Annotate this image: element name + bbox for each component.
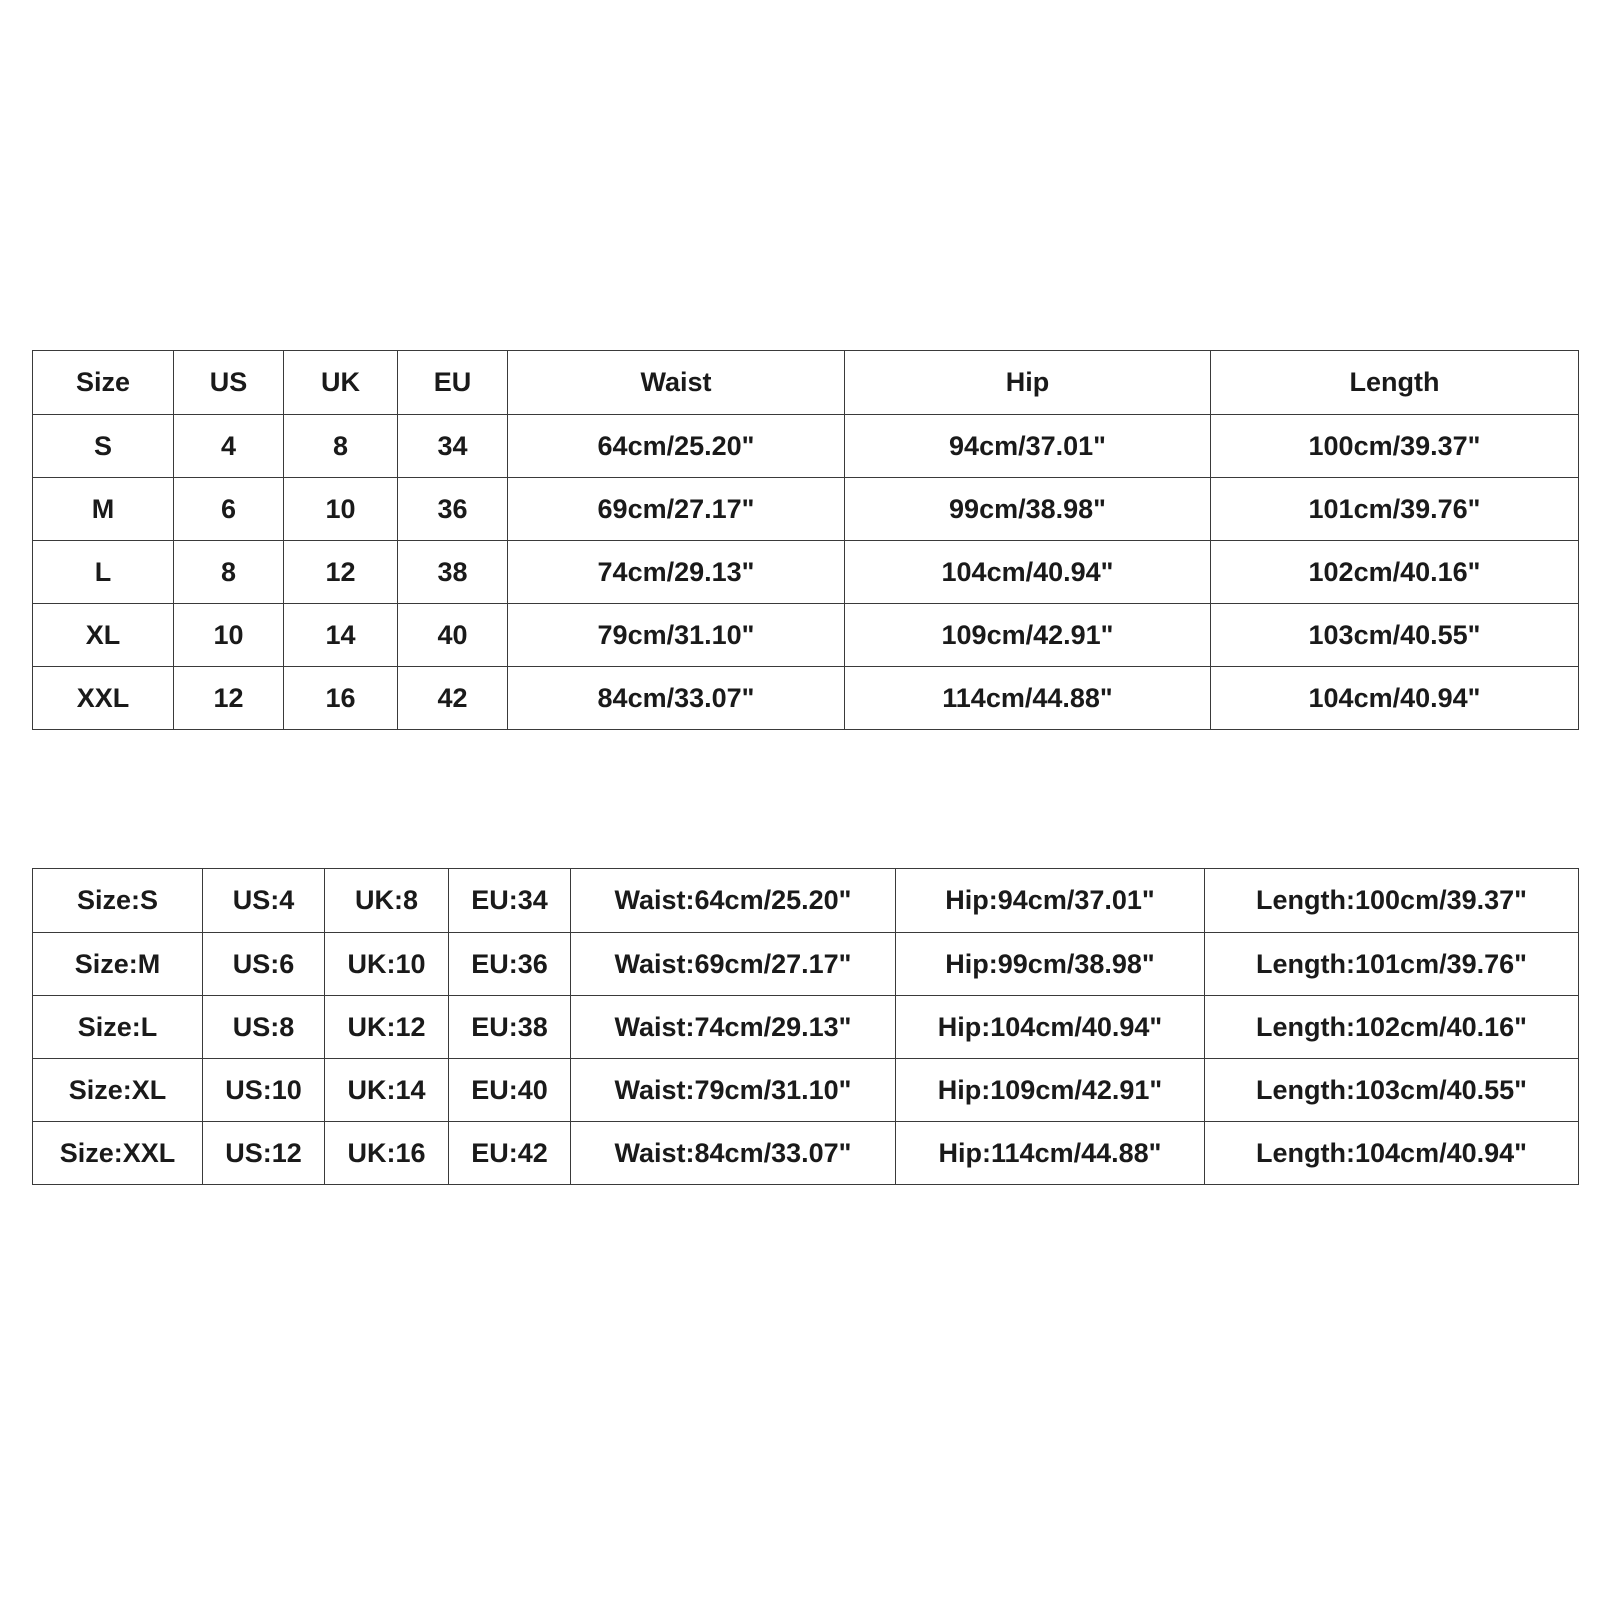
cell-length: Length:103cm/40.55" — [1205, 1059, 1579, 1122]
cell-hip: Hip:104cm/40.94" — [896, 996, 1205, 1059]
header-length: Length — [1211, 351, 1579, 415]
cell-waist: 84cm/33.07" — [508, 667, 845, 730]
size-chart-labeled-table — [32, 868, 1579, 1185]
cell-uk: UK:8 — [325, 869, 449, 933]
cell-waist: 69cm/27.17" — [508, 478, 845, 541]
cell-uk: UK:12 — [325, 996, 449, 1059]
header-uk: UK — [284, 351, 398, 415]
table-row — [33, 933, 1579, 996]
cell-eu: EU:40 — [449, 1059, 571, 1122]
table-row — [33, 1059, 1579, 1122]
cell-eu: 38 — [398, 541, 508, 604]
cell-eu: EU:38 — [449, 996, 571, 1059]
cell-hip: Hip:94cm/37.01" — [896, 869, 1205, 933]
cell-uk: UK:14 — [325, 1059, 449, 1122]
cell-length: 104cm/40.94" — [1211, 667, 1579, 730]
table-row — [33, 1122, 1579, 1185]
cell-hip: Hip:114cm/44.88" — [896, 1122, 1205, 1185]
header-eu: EU — [398, 351, 508, 415]
cell-size: XL — [33, 604, 174, 667]
table-row — [33, 415, 1579, 478]
cell-us: US:4 — [203, 869, 325, 933]
table-row — [33, 604, 1579, 667]
cell-eu: EU:34 — [449, 869, 571, 933]
cell-length: 102cm/40.16" — [1211, 541, 1579, 604]
table-row — [33, 869, 1579, 933]
cell-us: US:8 — [203, 996, 325, 1059]
cell-waist: 64cm/25.20" — [508, 415, 845, 478]
cell-uk: 10 — [284, 478, 398, 541]
table-row — [33, 667, 1579, 730]
size-chart-table — [32, 350, 1579, 730]
header-row — [33, 351, 1579, 415]
table-row — [33, 478, 1579, 541]
cell-us: 4 — [174, 415, 284, 478]
table-row — [33, 996, 1579, 1059]
cell-waist: 74cm/29.13" — [508, 541, 845, 604]
cell-us: 10 — [174, 604, 284, 667]
cell-size: M — [33, 478, 174, 541]
cell-uk: 14 — [284, 604, 398, 667]
cell-waist: Waist:84cm/33.07" — [571, 1122, 896, 1185]
header-us: US — [174, 351, 284, 415]
cell-us: US:6 — [203, 933, 325, 996]
cell-uk: 12 — [284, 541, 398, 604]
cell-waist: Waist:69cm/27.17" — [571, 933, 896, 996]
cell-length: Length:100cm/39.37" — [1205, 869, 1579, 933]
cell-hip: Hip:99cm/38.98" — [896, 933, 1205, 996]
cell-eu: EU:42 — [449, 1122, 571, 1185]
cell-waist: Waist:74cm/29.13" — [571, 996, 896, 1059]
cell-size: S — [33, 415, 174, 478]
cell-eu: 42 — [398, 667, 508, 730]
cell-length: 100cm/39.37" — [1211, 415, 1579, 478]
cell-us: 6 — [174, 478, 284, 541]
cell-size: Size:XL — [33, 1059, 203, 1122]
cell-us: US:10 — [203, 1059, 325, 1122]
cell-size: L — [33, 541, 174, 604]
cell-us: 12 — [174, 667, 284, 730]
cell-hip: 99cm/38.98" — [845, 478, 1211, 541]
cell-length: 103cm/40.55" — [1211, 604, 1579, 667]
cell-uk: UK:10 — [325, 933, 449, 996]
table-row — [33, 541, 1579, 604]
cell-waist: 79cm/31.10" — [508, 604, 845, 667]
cell-hip: 114cm/44.88" — [845, 667, 1211, 730]
cell-length: Length:104cm/40.94" — [1205, 1122, 1579, 1185]
cell-hip: Hip:109cm/42.91" — [896, 1059, 1205, 1122]
cell-uk: UK:16 — [325, 1122, 449, 1185]
cell-size: Size:XXL — [33, 1122, 203, 1185]
cell-length: 101cm/39.76" — [1211, 478, 1579, 541]
header-size: Size — [33, 351, 174, 415]
header-waist: Waist — [508, 351, 845, 415]
cell-hip: 94cm/37.01" — [845, 415, 1211, 478]
cell-size: Size:S — [33, 869, 203, 933]
cell-waist: Waist:64cm/25.20" — [571, 869, 896, 933]
cell-length: Length:102cm/40.16" — [1205, 996, 1579, 1059]
cell-length: Length:101cm/39.76" — [1205, 933, 1579, 996]
cell-size: Size:L — [33, 996, 203, 1059]
cell-uk: 8 — [284, 415, 398, 478]
cell-eu: EU:36 — [449, 933, 571, 996]
cell-size: Size:M — [33, 933, 203, 996]
cell-us: 8 — [174, 541, 284, 604]
cell-waist: Waist:79cm/31.10" — [571, 1059, 896, 1122]
cell-hip: 109cm/42.91" — [845, 604, 1211, 667]
cell-eu: 40 — [398, 604, 508, 667]
cell-us: US:12 — [203, 1122, 325, 1185]
cell-hip: 104cm/40.94" — [845, 541, 1211, 604]
header-hip: Hip — [845, 351, 1211, 415]
cell-eu: 34 — [398, 415, 508, 478]
cell-eu: 36 — [398, 478, 508, 541]
cell-size: XXL — [33, 667, 174, 730]
cell-uk: 16 — [284, 667, 398, 730]
